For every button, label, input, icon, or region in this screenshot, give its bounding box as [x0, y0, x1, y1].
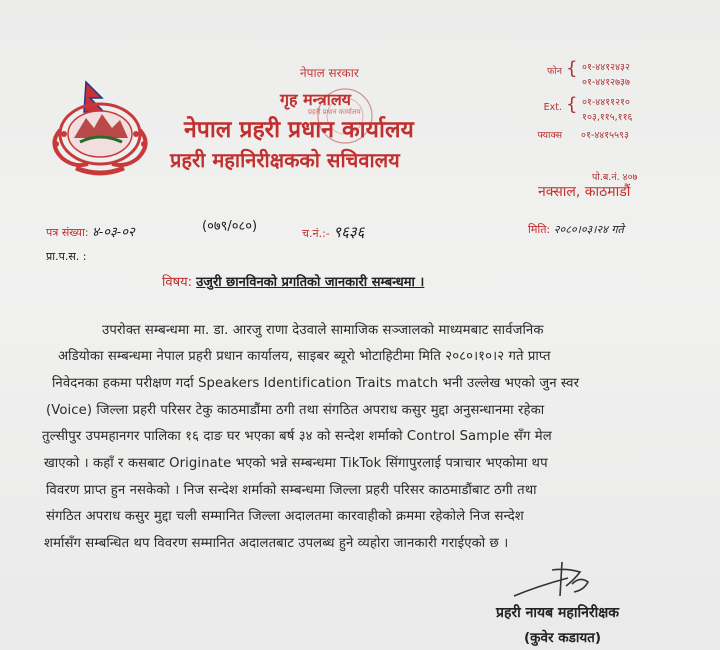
- fax-number: ०१-४४१५५९३: [581, 130, 629, 141]
- nepal-government-emblem-icon: [40, 72, 160, 182]
- subject-line: [162, 272, 424, 290]
- phone-number-2: ०१-४४१२७३७: [582, 77, 630, 88]
- letter-number: [46, 222, 135, 240]
- signatory-title: प्रहरी नायब महानिरीक्षक: [496, 605, 619, 621]
- dispatch-number-value: ९६३६: [333, 223, 365, 241]
- body-line: शर्मासँग सम्बन्धित थप विवरण सम्मानित अदालतबाट उपलब्ध हुने व्यहोरा जानकारी गराईएको छ ।: [44, 536, 509, 551]
- fiscal-year: (०७९/०८०): [202, 219, 258, 234]
- date-value: २०८०।०३।२४ गते: [553, 223, 624, 236]
- date-label: मिति:: [528, 223, 551, 236]
- office-address: नक्साल, काठमाडौं: [538, 184, 631, 200]
- stamp-top-text: नेपाल सरकार: [300, 66, 359, 80]
- signatory-name: (कुवेर कडायत): [524, 630, 602, 646]
- dispatch-number-label: च.नं.:-: [302, 227, 330, 240]
- body-line: निवेदनका हकमा परीक्षण गर्दा Speakers Identification Traits match भनी उल्लेख भएको जुन स्वर: [52, 376, 580, 391]
- po-box: पो.ब.नं. ४०७: [592, 172, 638, 183]
- body-line: उपरोक्त सम्बन्धमा मा. डा. आरजु राणा देउवाले सामाजिक सञ्जालको माध्यमबाट सार्वजनिक: [102, 323, 544, 338]
- body-line: तुल्सीपुर उपमहानगर पालिका १६ दाङ घर भएका बर्ष ३४ को सन्देश शर्माको Control Sample सँग मेल: [42, 429, 552, 444]
- letter-number-value: ४-०३-०२: [92, 225, 135, 240]
- handwritten-signature-icon: [508, 556, 628, 602]
- body-line: खाएको । कहाँ र कसबाट Originate भएको भन्ने सम्बन्धमा TikTok सिंगापुरलाई पत्राचार भएकोमा थप: [44, 456, 548, 471]
- body-line: अडियोका सम्बन्धमा नेपाल प्रहरी प्रधान कार्यालय, साइबर ब्यूरो भोटाहिटीमा मिति २०८०।१०।२ गते प्राप्त: [58, 349, 551, 364]
- secretariat-name: प्रहरी महानिरीक्षकको सचिवालय: [170, 148, 400, 172]
- letter-date: [528, 222, 624, 237]
- subject-text: उजुरी छानविनको प्रगतिको जानकारी सम्बन्धमा ।: [196, 275, 425, 290]
- emblem-flag-icon: [84, 82, 104, 112]
- letter-number-label: पत्र संख्या:: [46, 226, 89, 239]
- reference-label: प्रा.प.स. :: [46, 250, 87, 263]
- ext-number-2: १०३,११५,११६: [582, 112, 633, 123]
- phone-block: फोन {: [528, 64, 577, 77]
- body-line: संगठित अपराध कसुर मुद्दा चली सम्मानित जिल्ला अदालतमा कारवाहीको क्रममा रहेकोले निज सन्देश: [46, 509, 524, 524]
- phone-label: फोन: [546, 66, 562, 77]
- phone-number-1: ०१-४४१२४३२: [582, 62, 630, 73]
- dispatch-number: [302, 222, 364, 242]
- ministry-name: गृह मन्त्रालय: [280, 90, 351, 109]
- fax-block: [528, 128, 629, 141]
- ext-number-1: ०१-४४११२१०: [582, 97, 630, 108]
- stamp-overlay-text: प्रहरी प्रधान कार्यालय: [308, 108, 361, 116]
- ext-block: Ext. {: [528, 100, 577, 113]
- body-line: (Voice) जिल्ला प्रहरी परिसर टेकु काठमाडौंमा ठगी तथा संगठित अपराध कसुर मुद्दा अनुसन्धानमा रहेका: [46, 403, 545, 418]
- subject-label: विषय:: [162, 275, 193, 290]
- office-name: नेपाल प्रहरी प्रधान कार्यालय: [184, 117, 414, 143]
- fax-label: फ्याक्स: [537, 130, 562, 141]
- body-line: विवरण प्राप्त हुन नसकेको । निज सन्देश शर्माको सम्बन्धमा जिल्ला प्रहरी परिसर काठमाडौंबाट ठगी तथा: [46, 483, 537, 498]
- ext-label: Ext.: [543, 102, 562, 113]
